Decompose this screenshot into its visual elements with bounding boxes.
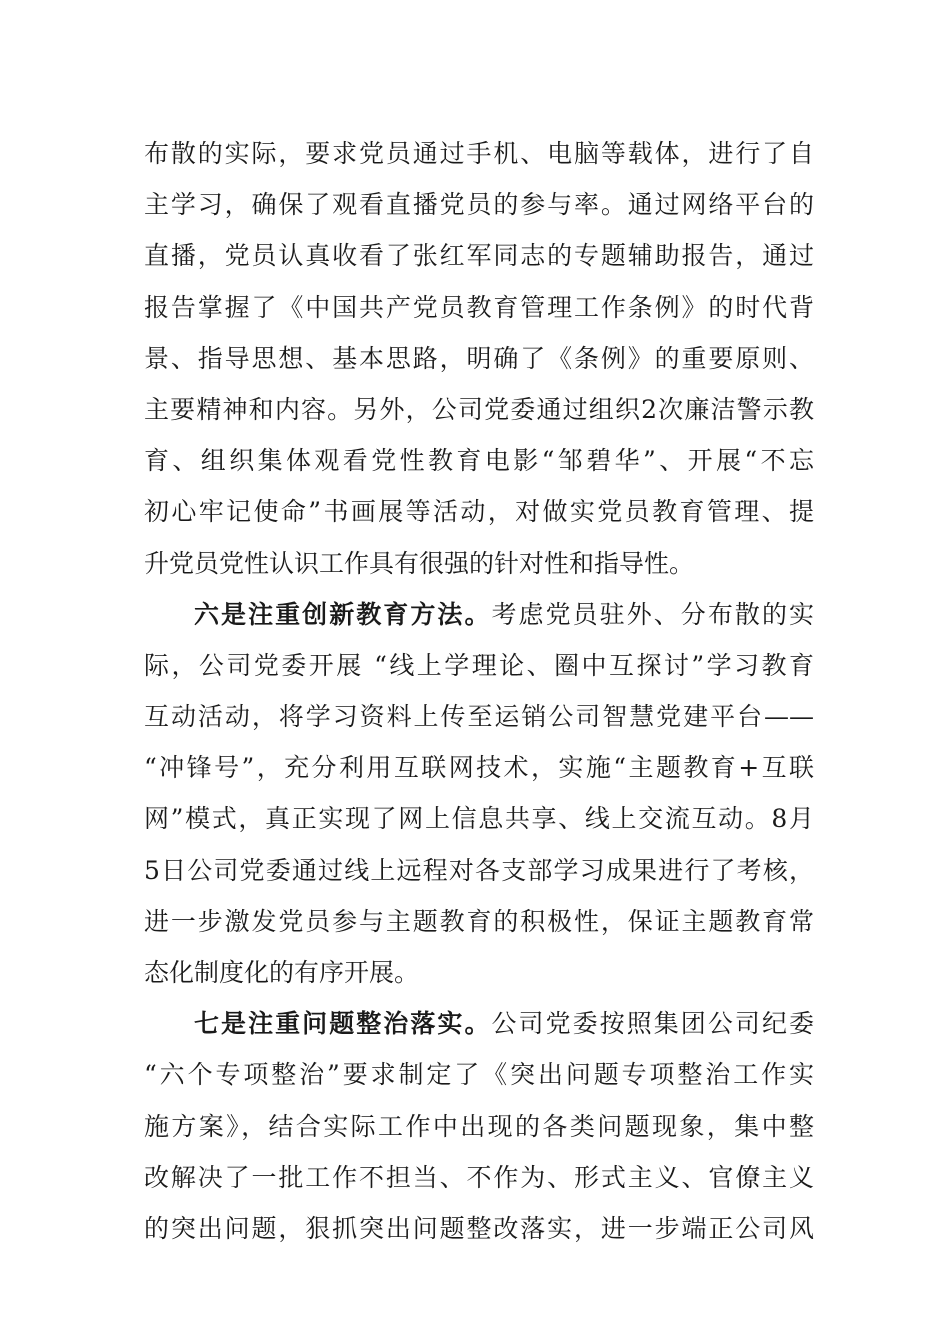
- paragraph-first-line: [144, 998, 814, 1049]
- text-line: 态化制度化的有序开展。: [144, 958, 420, 987]
- text-line: 改解决了一批工作不担当、不作为、形式主义、官僚主义: [144, 1162, 814, 1192]
- text-line: “六个专项整治”要求制定了《突出问题专项整治工作实: [144, 1060, 814, 1090]
- text-line: 际，公司党委开展 “线上学理论、圈中互探讨”学习教育: [144, 650, 814, 680]
- text-line: 主学习，确保了观看直播党员的参与率。通过网络平台的: [144, 190, 814, 220]
- paragraph-2: [144, 589, 814, 999]
- text-line: 互动活动，将学习资料上传至运销公司智慧党建平台——: [144, 702, 814, 732]
- text-line: 施方案》，结合实际工作中出现的各类问题现象，集中整: [144, 1111, 814, 1141]
- text-line: 直播，党员认真收看了张红军同志的专题辅助报告，通过: [144, 241, 814, 271]
- text-line: 的突出问题，狠抓突出问题整改落实，进一步端正公司风: [144, 1213, 814, 1243]
- text-line: 升党员党性认识工作具有很强的针对性和指导性。: [144, 548, 695, 578]
- paragraph-text: 考虑党员驻外、分布散的实: [491, 599, 814, 629]
- text-line: 景、指导思想、基本思路，明确了《条例》的重要原则、: [144, 343, 814, 373]
- text-line: 育、组织集体观看党性教育电影“邹碧华”、开展“不忘: [144, 446, 814, 476]
- text-line: “冲锋号”，充分利用互联网技术，实施“主题教育+互联: [144, 753, 814, 783]
- text-line: 进一步激发党员参与主题教育的积极性，保证主题教育常: [144, 906, 814, 936]
- text-line: 主要精神和内容。另外，公司党委通过组织2次廉洁警示教: [144, 394, 814, 424]
- text-line: 5日公司党委通过线上远程对各支部学习成果进行了考核，: [144, 855, 814, 885]
- text-line: 初心牢记使命”书画展等活动，对做实党员教育管理、提: [144, 497, 814, 527]
- paragraph-1: [144, 128, 814, 589]
- paragraph-text: 公司党委按照集团公司纪委: [491, 1009, 814, 1039]
- text-line: 报告掌握了《中国共产党员教育管理工作条例》的时代背: [144, 292, 814, 322]
- text-line: 布散的实际，要求党员通过手机、电脑等载体，进行了自: [144, 139, 814, 168]
- paragraph-heading: 七是注重问题整治落实。: [194, 1009, 492, 1039]
- document-body: [144, 128, 814, 1254]
- paragraph-3: [144, 998, 814, 1254]
- paragraph-first-line: [144, 589, 814, 640]
- text-line: 网”模式，真正实现了网上信息共享、线上交流互动。8月: [144, 804, 814, 834]
- paragraph-heading: 六是注重创新教育方法。: [194, 599, 492, 629]
